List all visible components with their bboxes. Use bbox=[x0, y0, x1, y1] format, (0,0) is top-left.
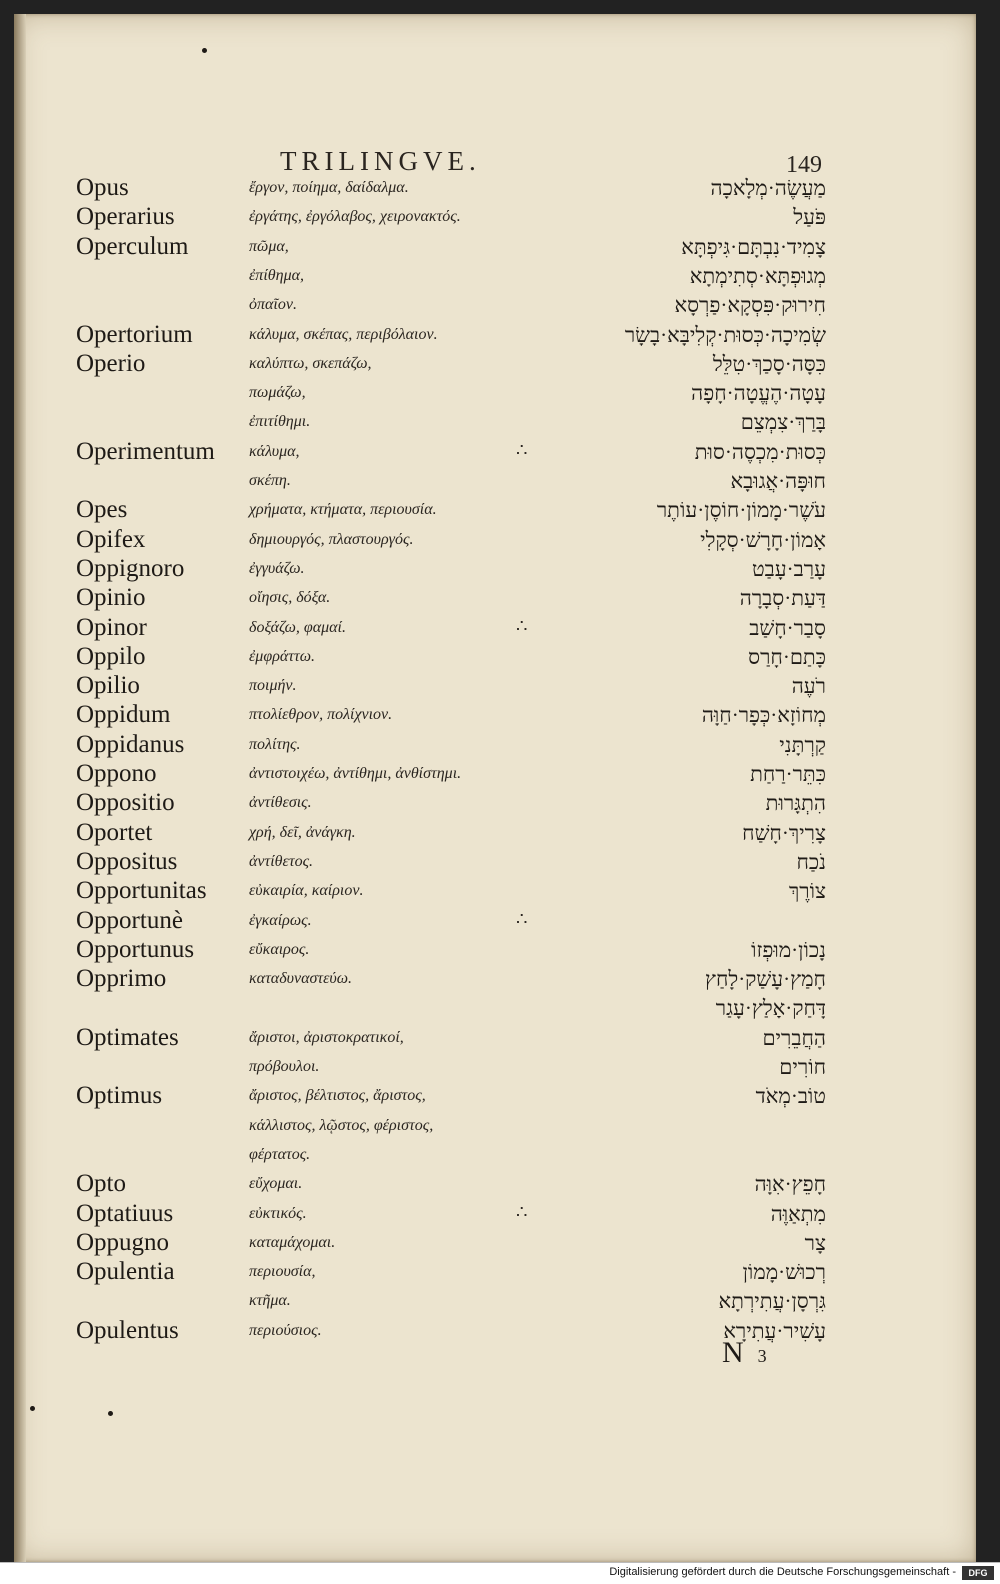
hebrew-equivalent: סָבַר·חָשַׁב bbox=[749, 615, 826, 640]
latin-headword: Opportunitas bbox=[76, 877, 207, 905]
latin-headword: Optimus bbox=[76, 1082, 163, 1110]
hebrew-equivalent: כִּתֵּר·רַחַת bbox=[750, 762, 826, 786]
entry-row bbox=[14, 1024, 976, 1053]
latin-headword: Operimentum bbox=[76, 437, 215, 465]
greek-equivalent: καλύπτω, σκεπάζω, bbox=[249, 354, 372, 372]
entry-row bbox=[14, 701, 976, 730]
greek-equivalent: ἐπίθημα, bbox=[249, 266, 304, 284]
entry-row bbox=[14, 1170, 976, 1199]
latin-headword: Oppositio bbox=[76, 789, 175, 817]
hebrew-equivalent: דַּעַת·סְבָרָה bbox=[739, 586, 826, 611]
greek-equivalent: οἴησις, δόξα. bbox=[249, 589, 331, 607]
greek-equivalent: πολίτης. bbox=[249, 735, 301, 753]
hebrew-equivalent: מִתְאַוֶּה bbox=[770, 1201, 826, 1226]
entry-row bbox=[14, 174, 976, 203]
greek-equivalent: εὔκαιρος. bbox=[249, 940, 310, 958]
entry-row bbox=[14, 1082, 976, 1111]
greek-equivalent: πρόβουλοι. bbox=[249, 1058, 320, 1075]
entry-row bbox=[14, 672, 976, 701]
hebrew-equivalent: צָרִיךְ·חָשַׁח bbox=[742, 820, 826, 845]
greek-equivalent: ἐργάτης, ἐργόλαβος, χειρονακτός. bbox=[249, 208, 461, 226]
greek-equivalent: περιούσιος. bbox=[249, 1321, 322, 1339]
hebrew-equivalent: שְׂמִיכָה·כְּסוּת·קְלִיבָּא·בָשָׂר bbox=[624, 322, 826, 347]
running-title: TRILINGVE. bbox=[280, 146, 481, 176]
latin-headword: Operio bbox=[76, 349, 146, 377]
greek-equivalent: ἄριστοι, ἀριστοκρατικοί, bbox=[249, 1028, 404, 1046]
hebrew-equivalent: עָטָה·הֶעֱטָה·חָפָה bbox=[691, 381, 826, 406]
entry-row bbox=[14, 936, 976, 965]
funding-credit: Digitalisierung gefördert durch die Deutsche Forschungsgemeinschaft - bbox=[609, 1566, 956, 1578]
printer-signature bbox=[722, 1336, 767, 1370]
latin-headword: Opprimo bbox=[76, 965, 167, 993]
greek-equivalent: ἐμφράττω. bbox=[249, 647, 316, 665]
ink-speck bbox=[108, 1411, 113, 1416]
latin-headword: Opinor bbox=[76, 613, 147, 641]
hebrew-equivalent: הַחֲבֵרִים bbox=[762, 1025, 826, 1050]
latin-headword: Opulentia bbox=[76, 1258, 175, 1286]
dictionary-entries bbox=[14, 14, 976, 1562]
entry-row bbox=[14, 965, 976, 994]
greek-equivalent: σκέπη. bbox=[249, 472, 291, 489]
greek-equivalent: χρή, δεῖ, ἀνάγκη. bbox=[249, 823, 356, 841]
hebrew-equivalent: עֹשֶׁר·מָמוֹן·חוֹסֶן·עוֹתֶר bbox=[656, 498, 826, 523]
greek-equivalent: ἐγγυάζω. bbox=[249, 559, 305, 577]
entry-row bbox=[14, 731, 976, 760]
hebrew-equivalent: טוֹב·מְאֹד bbox=[755, 1084, 826, 1109]
greek-equivalent: ἄριστος, βέλτιστος, ἄριστος, bbox=[249, 1087, 426, 1105]
latin-headword: Opes bbox=[76, 496, 128, 524]
latin-headword: Opertorium bbox=[76, 320, 193, 348]
greek-equivalent: πτολίεθρον, πολίχνιον. bbox=[249, 706, 393, 724]
page-number: 149 bbox=[786, 152, 822, 178]
entry-row bbox=[14, 555, 976, 584]
latin-headword: Opinio bbox=[76, 584, 146, 612]
hebrew-equivalent: כָּתַם·חָרַס bbox=[748, 644, 826, 669]
entry-row bbox=[14, 584, 976, 613]
hebrew-equivalent: עָשִׁיר·עֲתִירָא bbox=[723, 1318, 826, 1343]
hebrew-equivalent: בָּרַךְ·צִמְצֵם bbox=[740, 410, 826, 435]
entry-row bbox=[14, 760, 976, 789]
greek-equivalent: κάλυμα, σκέπας, περιβόλαιον. bbox=[249, 325, 438, 343]
hebrew-equivalent: חָמַץ·עָשַׁק·לָחַץ bbox=[705, 967, 826, 992]
latin-headword: Optimates bbox=[76, 1023, 179, 1051]
greek-equivalent: εὐκαιρία, καίριον. bbox=[249, 882, 364, 900]
signature-letter: N bbox=[722, 1336, 744, 1369]
hebrew-equivalent: כְּסוּת·מִכְסֶה·סוּת bbox=[694, 439, 826, 464]
entry-row bbox=[14, 1112, 976, 1141]
hebrew-equivalent: פֹּעַל bbox=[793, 205, 826, 230]
latin-headword: Opto bbox=[76, 1170, 126, 1198]
latin-headword: Operculum bbox=[76, 232, 189, 260]
latin-headword: Oppilo bbox=[76, 642, 146, 670]
entry-row bbox=[14, 379, 976, 408]
hebrew-equivalent: גִּרְסָן·עֲתִירְתָא bbox=[718, 1289, 826, 1314]
hebrew-equivalent: נָכוֹן·מוּפְזוֹ bbox=[751, 937, 826, 962]
entry-row bbox=[14, 1287, 976, 1316]
greek-equivalent: περιουσία, bbox=[249, 1263, 316, 1281]
latin-headword: Opilio bbox=[76, 672, 140, 700]
hebrew-equivalent: מְחוֹזָא·כְּפָר·חַוָּה bbox=[701, 703, 826, 728]
greek-equivalent: ἀντίθετος. bbox=[249, 852, 314, 870]
latin-headword: Opifex bbox=[76, 525, 146, 553]
greek-equivalent: εὔχομαι. bbox=[249, 1175, 303, 1193]
hebrew-equivalent: הִתְגָּרוּת bbox=[765, 791, 826, 816]
hebrew-equivalent: חוֹרִים bbox=[779, 1055, 826, 1079]
hebrew-equivalent: חוּפָּה·אֲגוּבָא bbox=[730, 469, 826, 493]
signature-number: 3 bbox=[757, 1346, 767, 1366]
hebrew-equivalent: חִירוּק·פִּסְקָא·פַרְסָא bbox=[674, 293, 826, 318]
entry-row bbox=[14, 321, 976, 350]
entry-row bbox=[14, 643, 976, 672]
entry-row bbox=[14, 408, 976, 437]
latin-headword: Optatiuus bbox=[76, 1199, 174, 1227]
greek-equivalent: ἀντίθεσις. bbox=[249, 794, 312, 812]
entry-row bbox=[14, 1258, 976, 1287]
greek-equivalent: χρήματα, κτήματα, περιουσία. bbox=[249, 501, 437, 519]
entry-row bbox=[14, 819, 976, 848]
hebrew-equivalent: צוֹרֶךְ bbox=[788, 879, 826, 904]
latin-headword: Opus bbox=[76, 174, 129, 201]
hebrew-equivalent: חָפֵץ·אִוָּה bbox=[754, 1172, 826, 1197]
ornament-mark: ∴ bbox=[516, 1201, 528, 1222]
greek-equivalent: φέρτατος. bbox=[249, 1145, 311, 1163]
greek-equivalent: ποιμήν. bbox=[249, 677, 297, 695]
latin-headword: Oppugno bbox=[76, 1228, 170, 1256]
dfg-logo: DFG bbox=[962, 1566, 994, 1580]
entry-row bbox=[14, 496, 976, 525]
entry-row bbox=[14, 1200, 976, 1229]
entry-row bbox=[14, 848, 976, 877]
latin-headword: Opportunè bbox=[76, 906, 183, 934]
ornament-mark: ∴ bbox=[516, 615, 528, 636]
hebrew-equivalent: רְכוּשׁ·מָמוֹן bbox=[742, 1260, 826, 1285]
greek-equivalent: κτῆμα. bbox=[249, 1292, 291, 1310]
hebrew-equivalent: דָּחַק·אָלַץ·עָגַר bbox=[715, 996, 826, 1021]
book-page bbox=[14, 14, 976, 1562]
greek-equivalent: δοξάζω, φαμαί. bbox=[249, 618, 346, 636]
entry-row bbox=[14, 994, 976, 1023]
entry-row bbox=[14, 1317, 976, 1346]
greek-equivalent: ὀπαῖον. bbox=[249, 296, 297, 314]
hebrew-equivalent: מְגוּפְתָּא·סְתִימְתָא bbox=[689, 263, 826, 288]
hebrew-equivalent: עָרַב·עָבַט bbox=[751, 556, 826, 581]
entry-row bbox=[14, 877, 976, 906]
entry-row bbox=[14, 614, 976, 643]
greek-equivalent: δημιουργός, πλαστουργός. bbox=[249, 530, 414, 548]
latin-headword: Oppono bbox=[76, 760, 157, 787]
latin-headword: Operarius bbox=[76, 203, 175, 231]
latin-headword: Oppidanus bbox=[76, 730, 185, 758]
entry-row bbox=[14, 203, 976, 232]
hebrew-equivalent: כִּסָּה·סָכַךְ·טִלֵּל bbox=[712, 351, 826, 376]
entry-row bbox=[14, 907, 976, 936]
greek-equivalent: κάλλιστος, λῷστος, φέριστος, bbox=[249, 1116, 434, 1134]
ornament-mark: ∴ bbox=[516, 908, 528, 929]
hebrew-equivalent: צָר bbox=[804, 1230, 826, 1255]
greek-equivalent: ἐπιτίθημι. bbox=[249, 413, 311, 431]
latin-headword: Oppignoro bbox=[76, 554, 185, 582]
greek-equivalent: καταμάχομαι. bbox=[249, 1233, 336, 1251]
ink-speck bbox=[202, 48, 207, 53]
greek-equivalent: καταδυναστεύω. bbox=[249, 970, 353, 988]
entry-row bbox=[14, 526, 976, 555]
greek-equivalent: ἐγκαίρως. bbox=[249, 911, 312, 929]
ink-speck bbox=[30, 1406, 35, 1411]
digitization-footer bbox=[0, 1562, 1000, 1584]
latin-headword: Oportet bbox=[76, 818, 153, 846]
greek-equivalent: εὐκτικός. bbox=[249, 1204, 307, 1222]
hebrew-equivalent: נֹכַח bbox=[796, 849, 826, 874]
greek-equivalent: πωμάζω, bbox=[249, 384, 306, 402]
hebrew-equivalent: מַעֲשֶׂה·מְלָאכָה bbox=[710, 176, 826, 200]
greek-equivalent: ἀντιστοιχέω, ἀντίθημι, ἀνθίστημι. bbox=[249, 765, 462, 782]
greek-equivalent: ἔργον, ποίημα, δαίδαλμα. bbox=[249, 179, 409, 196]
entry-row bbox=[14, 291, 976, 320]
hebrew-equivalent: אָמוֹן·חָרָשׁ·סְקָלִי bbox=[700, 527, 826, 552]
entry-row bbox=[14, 262, 976, 291]
entry-row bbox=[14, 789, 976, 818]
entry-row bbox=[14, 467, 976, 496]
latin-headword: Opulentus bbox=[76, 1316, 179, 1344]
hebrew-equivalent: רֹעֶה bbox=[791, 674, 826, 699]
latin-headword: Oppidum bbox=[76, 701, 171, 729]
entry-row bbox=[14, 1229, 976, 1258]
entry-row bbox=[14, 350, 976, 379]
latin-headword: Oppositus bbox=[76, 847, 178, 875]
entry-row bbox=[14, 233, 976, 262]
entry-row bbox=[14, 438, 976, 467]
ornament-mark: ∴ bbox=[516, 439, 528, 460]
greek-equivalent: κάλυμα, bbox=[249, 442, 300, 460]
latin-headword: Opportunus bbox=[76, 935, 195, 963]
entry-row bbox=[14, 1053, 976, 1082]
hebrew-equivalent: צָמִיד·נִבְתָּם·גִּיפְתָּא bbox=[681, 234, 826, 259]
hebrew-equivalent: קַרְתָּנִי bbox=[779, 732, 826, 757]
entry-row bbox=[14, 1141, 976, 1170]
greek-equivalent: πῶμα, bbox=[249, 237, 289, 255]
